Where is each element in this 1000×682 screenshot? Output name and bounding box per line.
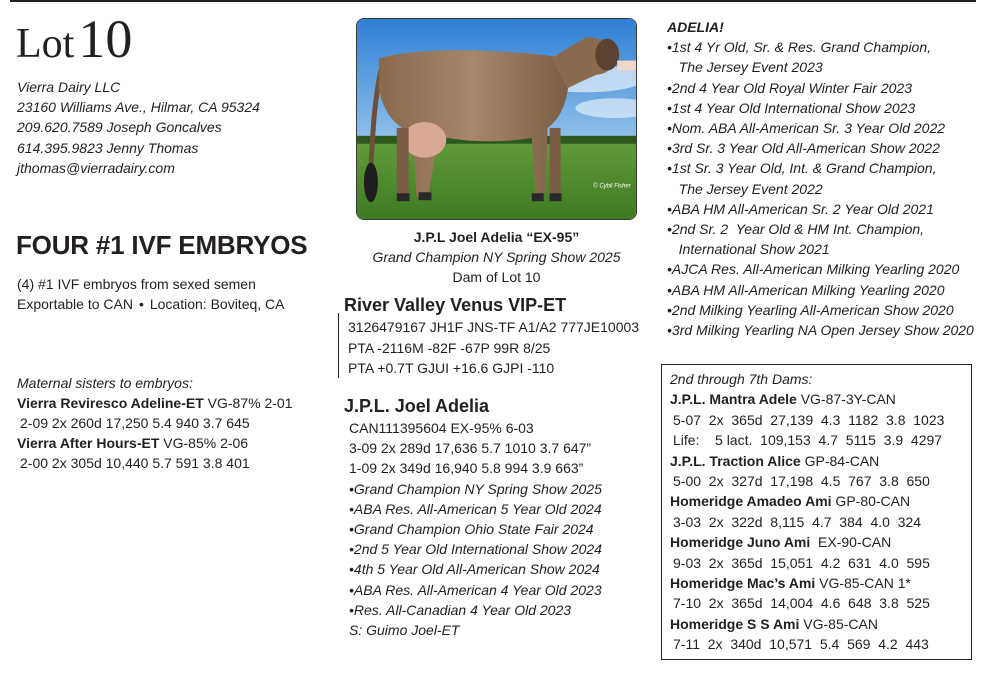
maternal-sisters: [17, 373, 292, 473]
highlight-item: The Jersey Event 2023: [667, 59, 823, 76]
consignor-email: jthomas@vierradairy.com: [17, 159, 175, 176]
highlight-item: •AJCA Res. All-American Milking Yearling 2020: [667, 261, 960, 278]
photo-caption: [356, 227, 637, 287]
dam-sire: S: Guimo Joel-ET: [349, 622, 460, 639]
caption-show: Grand Champion NY Spring Show 2025: [372, 249, 621, 265]
sister-record: 2-00 2x 305d 10,440 5.7 591 3.8 401: [20, 455, 250, 471]
ancestor-classification: GP-84-CAN: [800, 452, 880, 469]
ancestor-record: 7-11 2x 340d 10,571 5.4 569 4.2 443: [673, 636, 929, 653]
ancestor-classification: EX-90-CAN: [810, 534, 892, 551]
sister-classification: VG-85% 2-06: [159, 435, 249, 451]
ancestor-name: Homeridge Mac’s Ami: [670, 575, 816, 592]
sire-genomic-line: PTA +0.7T GJUI +16.6 GJPI -110: [348, 360, 555, 376]
sister-name: Vierra Reviresco Adeline-ET: [17, 395, 204, 411]
dam-id-line: CAN111395604 EX-95% 6-03: [349, 420, 534, 436]
ancestor-classification: VG-85-CAN 1*: [815, 575, 911, 592]
offering-export-line: [17, 294, 285, 314]
consignor-address: 23160 Williams Ave., Hilmar, CA 95324: [17, 99, 260, 116]
caption-relation: Dam of Lot 10: [452, 269, 541, 285]
top-rule: [10, 0, 976, 2]
ancestor-record: 5-07 2x 365d 27,139 4.3 1182 3.8 1023: [673, 411, 945, 428]
ancestor-classification: VG-85-CAN: [799, 615, 878, 632]
dam-name: J.P.L. Joel Adelia: [344, 396, 490, 416]
offering-location: Location: Boviteq, CA: [149, 296, 285, 312]
sire-id-line: 3126479167 JH1F JNS-TF A1/A2 777JE10003: [348, 319, 640, 335]
dams-box: [661, 364, 972, 660]
highlight-item: •3rd Sr. 3 Year Old All-American Show 2022: [667, 140, 940, 157]
dam-section: [344, 395, 602, 640]
dam-award: •2nd 5 Year Old International Show 2024: [349, 541, 602, 558]
ancestor-classification: GP-80-CAN: [831, 493, 911, 510]
highlight-item: •2nd Milking Yearling All-American Show 2020: [667, 301, 954, 318]
dam-award: •ABA Res. All-American 4 Year Old 2023: [349, 581, 602, 598]
dam-award: •Grand Champion Ohio State Fair 2024: [349, 521, 594, 538]
highlight-item: •2nd Sr. 2 Year Old & HM Int. Champion,: [667, 221, 925, 238]
caption-name: J.P.L Joel Adelia “EX-95”: [413, 229, 580, 245]
photo-credit: © Cybil Fisher: [593, 183, 631, 190]
ancestor-record: 3-03 2x 322d 8,115 4.7 384 4.0 324: [673, 513, 922, 530]
dam-record: 1-09 2x 349d 16,940 5.8 994 3.9 663”: [349, 460, 584, 477]
ancestor-record: 7-10 2x 365d 14,004 4.6 648 3.8 525: [673, 595, 930, 612]
ancestor-name: Homeridge Juno Ami: [670, 534, 811, 551]
sister-entry: [17, 393, 292, 413]
cow-illustration: [357, 19, 636, 219]
offering-description: [17, 274, 285, 314]
ancestor-name: Homeridge S S Ami: [670, 615, 800, 632]
ancestor-name: Homeridge Amadeo Ami: [670, 493, 832, 510]
bullet-separator: •: [138, 296, 144, 312]
offering-line: (4) #1 IVF embryos from sexed semen: [17, 276, 256, 292]
highlight-item: •1st 4 Year Old International Show 2023: [667, 99, 916, 116]
consignor-info: [17, 77, 260, 178]
sire-name: River Valley Venus VIP-ET: [344, 295, 567, 315]
lot-title: [16, 9, 133, 69]
dam-entry: [670, 389, 971, 409]
highlights-title: ADELIA!: [667, 19, 724, 35]
dam-entry: [670, 451, 971, 471]
dam-award: •Grand Champion NY Spring Show 2025: [349, 480, 602, 497]
offering-title: FOUR #1 IVF EMBRYOS: [16, 230, 308, 260]
sister-classification: VG-87% 2-01: [203, 395, 293, 411]
sire-pta-line: PTA -2116M -82F -67P 99R 8/25: [348, 339, 551, 356]
ancestor-classification: VG-87-3Y-CAN: [796, 391, 896, 408]
consignor-phone-2: 614.395.9823 Jenny Thomas: [17, 139, 199, 156]
sisters-heading: Maternal sisters to embryos:: [17, 375, 193, 391]
adelia-highlights: [667, 17, 974, 340]
highlight-item: International Show 2021: [667, 241, 830, 258]
highlight-item: •2nd 4 Year Old Royal Winter Fair 2023: [667, 79, 912, 96]
sister-entry: [17, 433, 292, 453]
dam-entry: [670, 573, 971, 593]
sister-record: 2-09 2x 260d 17,250 5.4 940 3.7 645: [20, 415, 250, 431]
ancestor-name: J.P.L. Mantra Adele: [670, 391, 797, 408]
dam-record: 3-09 2x 289d 17,636 5.7 1010 3.7 647”: [349, 440, 592, 457]
highlight-item: •ABA HM All-American Milking Yearling 2020: [667, 281, 945, 298]
ancestor-record: 9-03 2x 365d 15,051 4.2 631 4.0 595: [673, 554, 930, 571]
ancestor-lifetime-record: Life: 5 lact. 109,153 4.7 5115 3.9 4297: [673, 432, 943, 449]
consignor-phone-1: 209.620.7589 Joseph Goncalves: [17, 119, 222, 136]
sire-divider: [338, 313, 339, 378]
highlight-item: •Nom. ABA All-American Sr. 3 Year Old 2022: [667, 120, 946, 137]
highlight-item: •1st Sr. 3 Year Old, Int. & Grand Champion,: [667, 160, 937, 177]
ancestor-name: J.P.L. Traction Alice: [670, 452, 801, 469]
dam-award: •Res. All-Canadian 4 Year Old 2023: [349, 601, 572, 618]
dam-award: •4th 5 Year Old All-American Show 2024: [349, 561, 600, 578]
consignor-name: Vierra Dairy LLC: [17, 79, 121, 95]
highlight-item: The Jersey Event 2022: [667, 180, 823, 197]
lot-number: 10: [78, 9, 133, 69]
ancestor-record: 5-00 2x 327d 17,198 4.5 767 3.8 650: [673, 473, 930, 490]
highlight-item: •ABA HM All-American Sr. 2 Year Old 2021: [667, 200, 934, 217]
sire-section: [344, 294, 639, 379]
highlight-item: •1st 4 Yr Old, Sr. & Res. Grand Champion,: [667, 39, 932, 56]
lot-word: Lot: [16, 21, 75, 67]
dam-entry: [670, 491, 971, 511]
dam-entry: [670, 614, 971, 634]
highlight-item: •3rd Milking Yearling NA Open Jersey Show 2020: [667, 322, 974, 339]
sister-name: Vierra After Hours-ET: [17, 435, 160, 451]
dams-box-heading: 2nd through 7th Dams:: [670, 371, 813, 387]
offering-exportable: Exportable to CAN: [17, 296, 133, 312]
cow-photo: [356, 18, 637, 220]
dam-entry: [670, 532, 971, 552]
dam-award: •ABA Res. All-American 5 Year Old 2024: [349, 500, 602, 517]
